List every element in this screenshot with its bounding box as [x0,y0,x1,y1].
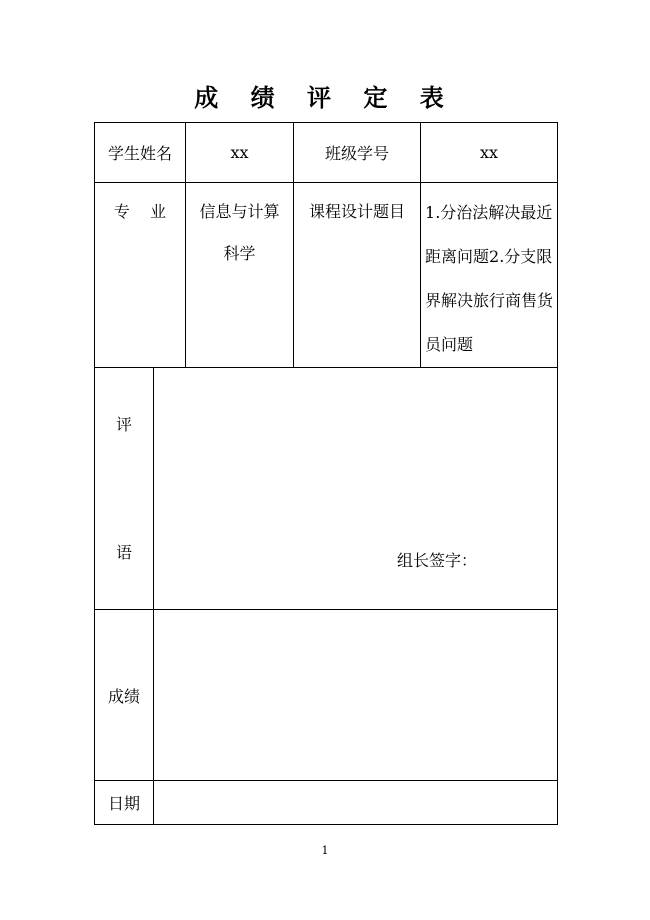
student-name-value: xx [186,123,294,183]
comment-label [95,368,154,610]
comment-label-char: 语 [115,543,132,562]
student-info-row [95,123,558,183]
course-topic-label: 课程设计题目 [294,183,421,368]
major-value-line: 科学 [223,244,256,263]
page-title: 成 绩 评 定 表 [194,83,456,112]
topic-line: 1.分治法解决最近 [425,203,553,222]
topic-line: 界解决旅行商售货 [425,291,554,310]
signature-label: 组长签字： [397,551,478,570]
comment-area[interactable] [154,368,558,610]
class-id-label: 班级学号 [294,123,421,183]
comment-label-char: 评 [115,415,132,434]
comment-row [95,368,558,610]
topic-line: 距离问题2.分支限 [425,247,553,266]
topic-line: 员问题 [425,335,474,354]
major-value [186,183,294,368]
course-topic-value [421,183,558,368]
student-name-label: 学生姓名 [95,123,186,183]
date-label: 日期 [95,781,154,825]
class-id-value: xx [421,123,558,183]
date-row [95,781,558,825]
grade-area[interactable] [154,610,558,781]
page-number: 1 [321,844,329,857]
grade-label: 成绩 [95,610,154,781]
major-label [95,183,186,368]
major-label-text: 专 业 [113,202,167,221]
major-value-line: 信息与计算 [199,202,280,221]
major-topic-row [95,183,558,368]
grade-evaluation-table [94,122,558,825]
date-area[interactable] [154,781,558,825]
grade-row [95,610,558,781]
